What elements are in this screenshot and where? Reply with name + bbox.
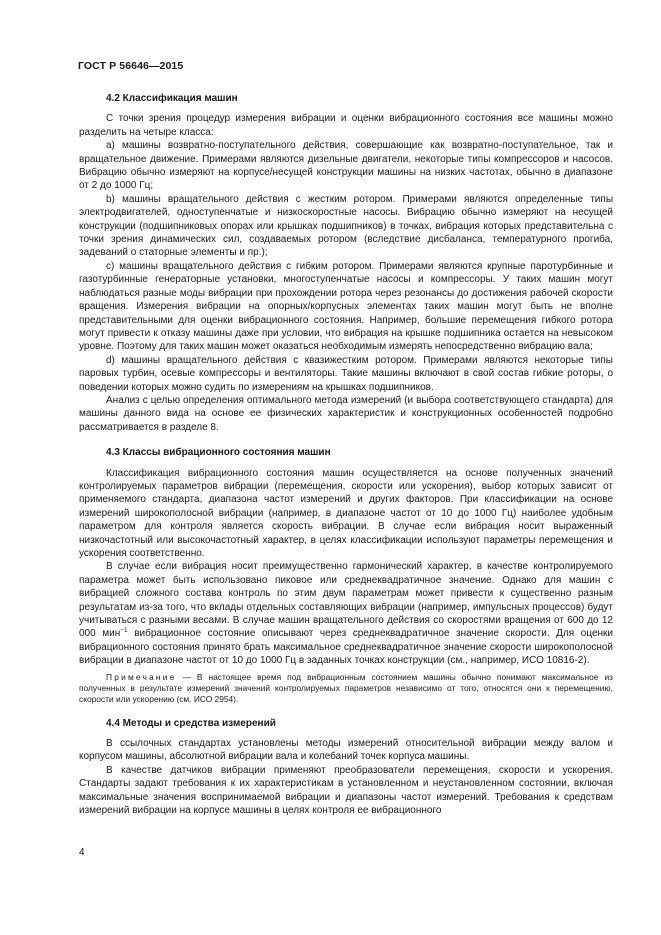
page-number: 4 [79, 847, 85, 858]
section-4-2 [79, 92, 613, 434]
document-body [79, 92, 613, 818]
note-paragraph [79, 672, 613, 705]
section-title: 4.4 Методы и средства измерений [106, 717, 276, 729]
paragraph [79, 560, 613, 667]
paragraph: a) машины возвратно-поступательного действия, совершающие как возвратно-поступательное, так и вращательное движение. Примерами являются дизельные двигатели, некоторые типы компрессоров и насосов. Вибрацию обычно измеряют на корпусе/несущей конструкции машины на низких частотах, обычно в диапазоне от 2 до 1000 Гц; [79, 140, 613, 192]
paragraph: Классификация вибрационного состояния машин осуществляется на основе полученных значений контролируемых параметров вибрации (перемещения, скорости или ускорения), выбор которых зависит от применяемого стандарта, диапазона частот измерений и других факторов. При классификации на основе измерений широкополосной вибрации (например, в диапазоне частот от 10 до 1000 Гц) наиболее удобным параметром для контроля является скорость вибрации. В случае если вибрация носит выраженный низкочастотный или высокочастотный характер, в целях классификации используют параметры перемещения и ускорения соответственно. [79, 467, 613, 559]
superscript: −1 [120, 627, 128, 635]
paragraph: В качестве датчиков вибрации применяют преобразователи перемещения, скорости и ускорения. Стандарты задают требования к их характеристикам в установленном и неустановленном состоянии, включая максимальные значения воспринимаемой вибрации и диапазоны частот измерений. Требования к средствам измерений вибрации на корпусе машины в целях контроля ее вибрационного [79, 764, 613, 817]
note-text: — В настоящее время под вибрационным состоянием машины обычно понимают максимальное из полученных в результате измерений значений контролируемых параметров независимо от того, относятся они к перемещению, скорости или ускорению (см. ИСО 2954). [79, 671, 613, 704]
document-code-header: ГОСТ Р 56646—2015 [78, 60, 184, 72]
paragraph: С точки зрения процедур измерения вибрации и оценки вибрационного состояния все машины можно разделить на четыре класса: [79, 113, 613, 138]
paragraph: b) машины вращательного действия с жестким ротором. Примерами являются определенные типы электродвигателей, одноступенчатые и низкоскоростные насосы. Вибрацию обычно измеряют на несущей конструкции (подшипниковых опорах или крышках подшипников) в точках, вибрация которых представительна с точки зрения динамических сил, создаваемых ротором (вследствие дисбаланса, температурного прогиба, задеваний о статорные элементы и пр.); [79, 193, 613, 259]
text-run: В случае если вибрация носит преимущественно гармонический характер, в качестве контролируемого параметра может быть использовано пиковое или среднеквадратичное значение. Однако для машин с вибрацией сложного состава контроль по этим двум параметрам может привести к существенно разным результатам из-за того, что вклады отдельных составляющих вибрации (например, импульсных процессов) будут учитываться с разными весами. В случае машин вращательного действия со скоростями вращения от 600 до 12 000 мин [79, 561, 613, 640]
paragraph: Анализ с целью определения оптимального метода измерений (и выбора соответствующего стандарта) для машины данного вида на основе ее физических характеристик и конструкционных особенностей подробно рассматривается в разделе 8. [79, 394, 613, 433]
note-label: Примечание [106, 671, 177, 682]
section-title: 4.2 Классификация машин [106, 93, 238, 104]
section-4-4 [79, 717, 613, 818]
paragraph: В ссылочных стандартах установлены методы измерений относительной вибрации между валом и корпусом машины, абсолютной вибрации вала и колебаний точек корпуса машины. [79, 738, 613, 763]
text-run: вибрационное состояние описывают через среднеквадратичное значение скорости. Для оценки вибрационного состояния принято брать максимальное среднеквадратичное значение скорости широкополосной вибрации в диапазоне частот от 10 до 1000 Гц в заданных точках конструкции (см., например, ИСО 10816-2). [79, 628, 614, 667]
section-4-3 [79, 446, 613, 705]
paragraph: c) машины вращательного действия с гибким ротором. Примерами являются крупные паротурбинные и газотурбинные генераторные установки, многоступенчатые насосы и компрессоры. У таких машин могут наблюдаться разные моды вибрации при прохождении ротора через резонансы до достижения рабочей скорости вращения. Измерения вибрации на опорных/корпусных элементах таких машин могут быть не вполне представительными для оценки вибрационного состояния. Например, большие перемещения гибкого ротора могут привести к отказу машины даже при условии, что вибрация на крышке подшипника остается на невысоком уровне. Поэтому для таких машин может оказаться необходимым измерять непосредственно вибрацию вала; [79, 260, 613, 353]
section-title: 4.3 Классы вибрационного состояния машин [106, 447, 331, 459]
paragraph: d) машины вращательного действия с квазижестким ротором. Примерами являются некоторые типы паровых турбин, осевые компрессоры и вентиляторы. Такие машины включают в свой состав гибкие роторы, о поведении которых можно судить по измерениям на крышках подшипников. [79, 354, 613, 393]
